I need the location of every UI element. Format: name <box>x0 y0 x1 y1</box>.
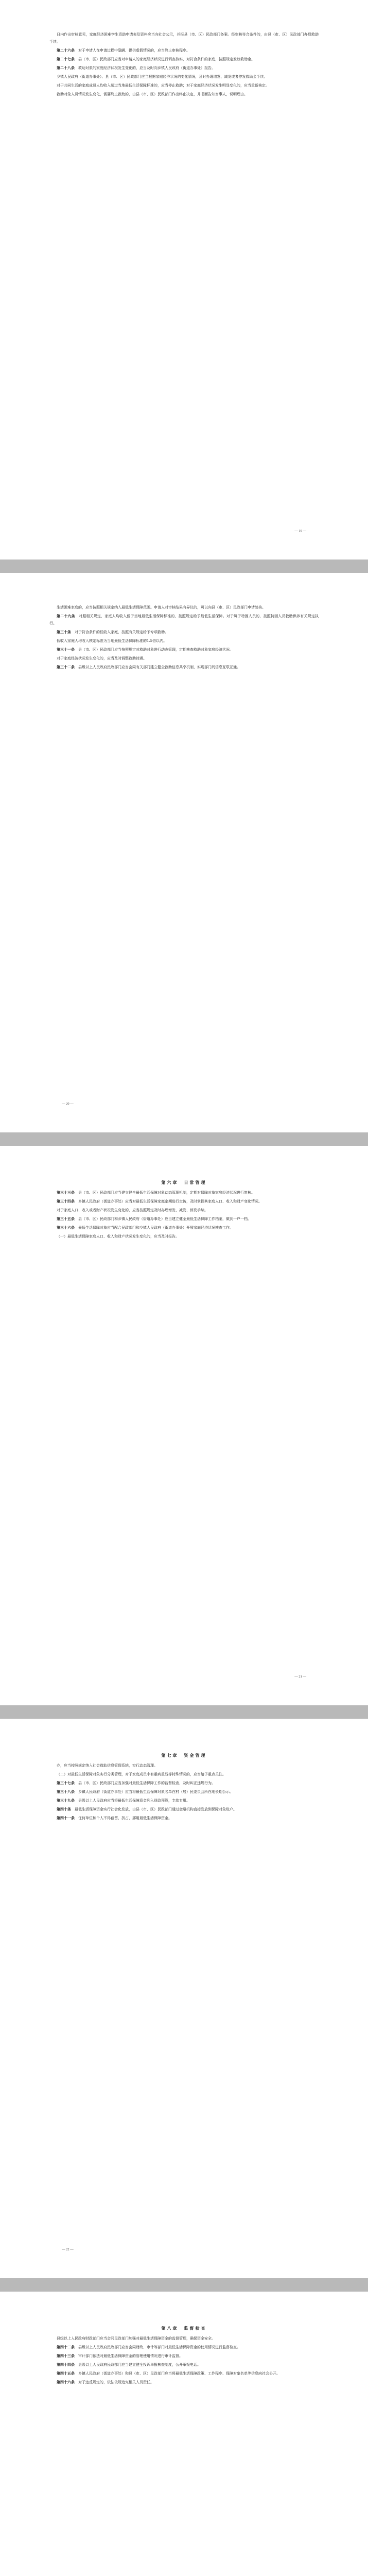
article-number: 第三十七条 <box>57 1781 75 1785</box>
paragraph-text: 县（市、区）民政部门应当建立健全最低生活保障对象动态管理机制，定期对保障对象家庭经济状况进行复核。 <box>78 1191 255 1195</box>
paragraph <box>49 604 319 611</box>
paragraph-text: 县级以上人民政府民政部门应当会同财政、审计等部门对最低生活保障资金的使用情况进行监督检查。 <box>78 2345 240 2349</box>
paragraph <box>49 1189 319 1196</box>
article-number: 第三十四条 <box>57 1199 75 1204</box>
article-number: 第三十六条 <box>57 1225 75 1230</box>
paragraph <box>49 73 319 80</box>
page-content <box>49 1177 319 1242</box>
paragraph-text: 最低生活保障资金实行社会化发放，由县（市、区）民政部门通过金融机构直接发放到保障对象账户。 <box>75 1807 237 1811</box>
paragraph <box>49 2352 319 2360</box>
paragraph <box>49 629 319 636</box>
article-number: 第四十二条 <box>57 2345 75 2349</box>
paragraph <box>49 1198 319 1205</box>
paragraph-text: 乡镇人民政府（街道办事处）、县（市、区）民政部门应当根据家庭经济状况的变化情况，及时办理增发、减发或者停发救助金手续。 <box>57 75 268 79</box>
paragraph-text: 对照相关规定，家庭人均收入低于当地最低生活保障标准的，按照规定给予最低生活保障。对于属于特困人员的，按照特困人员救助供养有关规定执行。 <box>49 614 319 625</box>
article-number: 第四十五条 <box>57 2371 75 2376</box>
paragraph-text: 最低生活保障对象应当配合民政部门和乡镇人民政府（街道办事处）开展家庭经济状况核查工作。 <box>78 1226 233 1230</box>
page-content <box>49 31 319 99</box>
article-number: 第三十五条 <box>57 1216 75 1221</box>
paragraph <box>49 56 319 63</box>
paragraph-text: 低收入家庭人均收入核定标准为当地最低生活保障标准的1.5倍以内。 <box>57 639 167 643</box>
article-number: 第四十三条 <box>57 2353 75 2358</box>
paragraph-text: 对于家庭经济状况发生变化的，应当及时调整救助待遇。 <box>57 656 147 660</box>
paragraph-text: 乡镇人民政府（街道办事处）和县（市、区）民政部门应当将最低生活保障政策、工作程序、保障对象名单等信息向社会公开。 <box>78 2371 280 2376</box>
article-number: 第二十七条 <box>57 57 75 61</box>
document-page <box>0 1146 368 1705</box>
paragraph <box>49 1762 319 1769</box>
paragraph <box>49 1224 319 1231</box>
page-number: — 21 — <box>294 1675 306 1679</box>
paragraph <box>49 1788 319 1795</box>
article-number: 第四十六条 <box>57 2380 75 2384</box>
article-number: 第四十条 <box>57 1807 71 1811</box>
page-content <box>49 604 319 672</box>
paragraph-text: 乡镇人民政府（街道办事处）应当对最低生活保障家庭定期进行走访，及时掌握其家庭人口、收入和财产变化情况。 <box>78 1199 262 1204</box>
chapter-heading: 第八章 监督检查 <box>161 2326 207 2331</box>
paragraph <box>49 2335 319 2342</box>
document-page <box>0 1719 368 2278</box>
paragraph-text: 对于符合条件的低收入家庭，按照有关规定给予专项救助。 <box>75 630 168 634</box>
article-number: 第四十四条 <box>57 2362 75 2367</box>
paragraph-text: 救助对象的家庭经济状况发生变化的，应当及时向乡镇人民政府（街道办事处）报告。 <box>78 66 215 70</box>
paragraph-text: 生活困难家庭的，应当按照相关规定纳入最低生活保障范围。申请人对审核结果有异议的，可以向县（市、区）民政部门申请复核。 <box>57 605 266 609</box>
article-number: 第四十一条 <box>57 1816 75 1820</box>
paragraph <box>49 1207 319 1214</box>
paragraph <box>49 655 319 662</box>
paragraph-text: 县级以上人民政府应当将最低生活保障资金列入财政预算，专款专用。 <box>78 1799 190 1803</box>
paragraph <box>49 2344 319 2351</box>
article-number: 第三十九条 <box>57 1798 75 1803</box>
paragraph <box>49 2379 319 2386</box>
paragraph-text: 县级以上人民政府民政部门应当会同有关部门建立健全救助信息共享机制，实现部门间信息互联互通。 <box>78 665 240 669</box>
paragraph <box>49 613 319 627</box>
page-content <box>49 2323 319 2387</box>
article-number: 第三十八条 <box>57 1789 75 1794</box>
article-number: 第二十六条 <box>57 48 75 53</box>
paragraph <box>49 2370 319 2377</box>
paragraph <box>49 2361 319 2368</box>
paragraph-text: 县级以上人民政府财政部门应当会同民政部门加强对最低生活保障资金的监督管理，确保资金安全。 <box>57 2336 215 2341</box>
paragraph <box>49 31 319 45</box>
document-page <box>0 0 368 560</box>
paragraph <box>49 646 319 653</box>
paragraph-text: 日内作出审核意见，家庭经济困难学生资助申请表及资料应当向社会公示，并报县（市、区）民政部门备案。经审核符合条件的，由县（市、区）民政部门办理救助手续。 <box>49 32 319 44</box>
paragraph <box>49 1215 319 1223</box>
document-page <box>0 2292 368 2576</box>
paragraph-text: 救助对象人员情况发生变化，需要终止救助的，由县（市、区）民政部门作出终止决定，并书面告知当事人，说明理由。 <box>57 92 248 96</box>
paragraph-text: 乡镇人民政府（街道办事处）应当将最低生活保障对象名单在村（居）民委员会所在地长期公示。 <box>78 1790 233 1794</box>
paragraph <box>49 1797 319 1804</box>
paragraph <box>49 1806 319 1813</box>
paragraph-text: 县级以上人民政府民政部门应当建立健全投诉举报核查制度，公开举报电话。 <box>78 2363 201 2367</box>
paragraph-text: 县（市、区）民政部门应当按照规定对救助对象进行动态管理，定期核查救助对象家庭经济状况。 <box>78 648 233 652</box>
chapter-heading: 第六章 日常管理 <box>161 1180 207 1185</box>
paragraph <box>49 64 319 72</box>
paragraph <box>49 1815 319 1822</box>
paragraph <box>49 1771 319 1778</box>
article-number: 第三十条 <box>57 630 71 634</box>
article-number: 第三十二条 <box>57 665 75 669</box>
paragraph-text: 对于违反规定的，依法依规追究相关人员责任。 <box>78 2380 154 2384</box>
article-number: 第二十九条 <box>57 614 75 618</box>
paragraph-text: 办，应当按照规定纳入社会救助信息管理系统，实行动态管理。 <box>57 1764 157 1768</box>
page-content <box>49 1750 319 1823</box>
paragraph-text: （一）最低生活保障家庭人口、收入和财产状况发生变化的，应当及时报告。 <box>57 1234 179 1239</box>
paragraph <box>49 91 319 98</box>
paragraph <box>49 47 319 54</box>
paragraph <box>49 1780 319 1787</box>
paragraph <box>49 637 319 645</box>
paragraph-text: 对于申请人在申请过程中隐瞒、提供虚假情况的，应当终止审核程序。 <box>78 48 190 53</box>
document-page <box>0 573 368 1132</box>
paragraph-text: 任何单位和个人不得截留、挤占、挪用最低生活保障资金。 <box>78 1816 172 1820</box>
article-number: 第三十三条 <box>57 1190 75 1195</box>
paragraph <box>49 1233 319 1240</box>
paragraph-text: 县（市、区）民政部门和乡镇人民政府（街道办事处）应当建立健全最低生活保障工作档案，做到一户一档。 <box>78 1217 251 1221</box>
article-number: 第二十八条 <box>57 65 75 70</box>
paragraph-text: 县（市、区）民政部门应当对申请人的家庭经济状况进行调查核实，对符合条件的家庭，按照规定发放救助金。 <box>78 57 255 61</box>
paragraph-text: （二）对最低生活保障对象实行分类管理，对于家庭成员中有重病重残等特殊情况的，应当给予重点关注。 <box>57 1772 226 1776</box>
page-number: — 19 — <box>294 529 306 533</box>
article-number: 第三十一条 <box>57 647 75 652</box>
paragraph <box>49 82 319 89</box>
paragraph <box>49 664 319 671</box>
paragraph-text: 对于家庭人口、收入或者财产状况发生变化的，应当按照规定及时办理增发、减发、停发手续。 <box>57 1208 208 1212</box>
paragraph-text: 县（市、区）民政部门应当加强对最低生活保障工作的监督检查，及时纠正违规行为。 <box>78 1781 215 1785</box>
paragraph-text: 对于共同生活的家庭成员人均收入超过当地最低生活保障标准的，应当停止救助；对于家庭经济状况发生明显变化的，应当重新核定。 <box>57 83 269 88</box>
page-number: — 22 — <box>62 2248 74 2251</box>
chapter-heading: 第七章 资金管理 <box>161 1753 207 1758</box>
page-number: — 20 — <box>62 1102 74 1106</box>
paragraph-text: 审计部门依法对最低生活保障资金的管理使用情况进行审计监督。 <box>78 2354 183 2358</box>
